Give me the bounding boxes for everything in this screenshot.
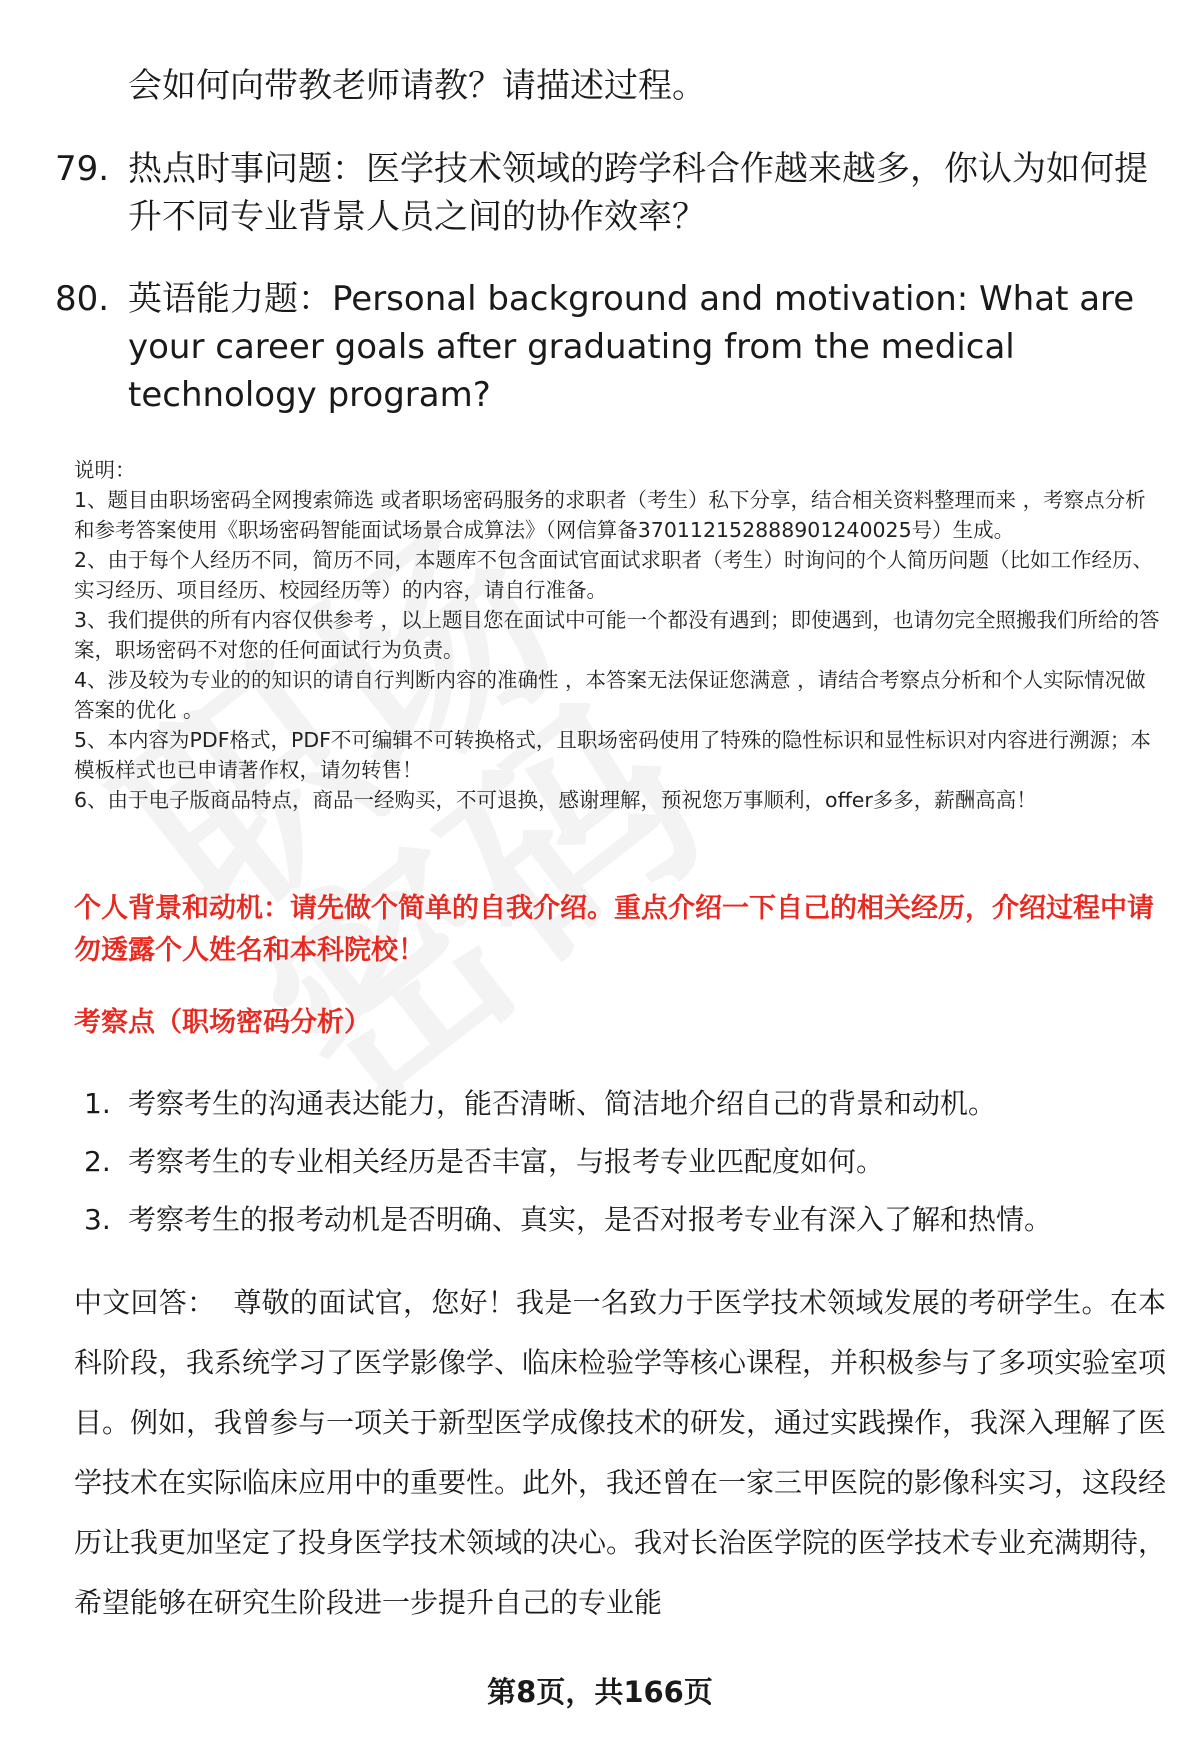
list-item-text: 考察考生的沟通表达能力，能否清晰、简洁地介绍自己的背景和动机。 [128,1087,997,1120]
question-text: 热点时事问题：医学技术领域的跨学科合作越来越多，你认为如何提升不同专业背景人员之间的协作效率？ [128,149,1148,237]
list-item-text: 考察考生的报考动机是否明确、真实，是否对报考专业有深入了解和热情。 [128,1203,1053,1236]
answer-label: 中文回答： [74,1286,216,1319]
interview-prompt: 个人背景和动机：请先做个简单的自我介绍。重点介绍一下自己的相关经历，介绍过程中请勿透露个人姓名和本科院校！ [74,893,1154,966]
question-text: 英语能力题：Personal background and motivation: What are your career goals after graduating from the medical technology program? [128,279,1135,415]
answer-text: 尊敬的面试官，您好！我是一名致力于医学技术领域发展的考研学生。在本科阶段，我系统学习了医学影像学、临床检验学等核心课程，并积极参与了多项实验室项目。例如，我曾参与一项关于新型医学成像技术的研发，通过实践操作，我深入理解了医学技术在实际临床应用中的重要性。此外，我还曾在一家三甲医院的影像科实习，这段经历让我更加坚定了投身医学技术领域的决心。我对长治医学院的医学技术专业充满期待，希望能够在研究生阶段进一步提升自己的专业能 [74,1286,1167,1619]
question-number: 80. [55,279,110,319]
continued-question-line: 会如何向带教老师请教？请描述过程。 [128,66,706,106]
note-item: 5、本内容为PDF格式，PDF不可编辑不可转换格式，且职场密码使用了特殊的隐性标识和显性标识对内容进行溯源；本模板样式也已申请著作权，请勿转售！ [74,728,1151,782]
disclaimer-notes [74,455,1162,815]
notes-title: 说明： [74,458,136,482]
question-80 [55,275,1155,419]
list-item-number: 1. [84,1087,111,1120]
question-number: 79. [55,149,110,189]
page-footer: 第8页，共166页 [487,1675,713,1709]
list-item-text: 考察考生的专业相关经历是否丰富，与报考专业匹配度如何。 [128,1145,885,1178]
list-item [84,1075,1164,1133]
note-item: 4、涉及较为专业的的知识的请自行判断内容的准确性 ，本答案无法保证您满意 ，请结合考察点分析和个人实际情况做答案的优化 。 [74,668,1146,722]
assessment-points-list [84,1075,1164,1249]
list-item-number: 3. [84,1203,111,1236]
list-item [84,1133,1164,1191]
chinese-answer [74,1273,1166,1633]
note-item: 1、题目由职场密码全网搜索筛选 或者职场密码服务的求职者（考生）私下分享，结合相关资料整理而来 ，考察点分析和参考答案使用《职场密码智能面试场景合成算法》（网信算备370112152888901240025号）生成。 [74,488,1146,542]
note-item: 2、由于每个人经历不同，简历不同，本题库不包含面试官面试求职者（考生）时询问的个人简历问题（比如工作经历、实习经历、项目经历、校园经历等）的内容，请自行准备。 [74,548,1154,602]
list-item [84,1191,1164,1249]
question-79 [55,145,1155,241]
note-item: 6、由于电子版商品特点，商品一经购买，不可退换，感谢理解，预祝您万事顺利，offer多多，薪酬高高！ [74,788,1037,812]
assessment-points-heading: 考察点（职场密码分析） [74,1007,371,1038]
note-item: 3、我们提供的所有内容仅供参考 ，以上题目您在面试中可能一个都没有遇到；即使遇到，也请勿完全照搬我们所给的答案，职场密码不对您的任何面试行为负责。 [74,608,1160,662]
list-item-number: 2. [84,1145,111,1178]
